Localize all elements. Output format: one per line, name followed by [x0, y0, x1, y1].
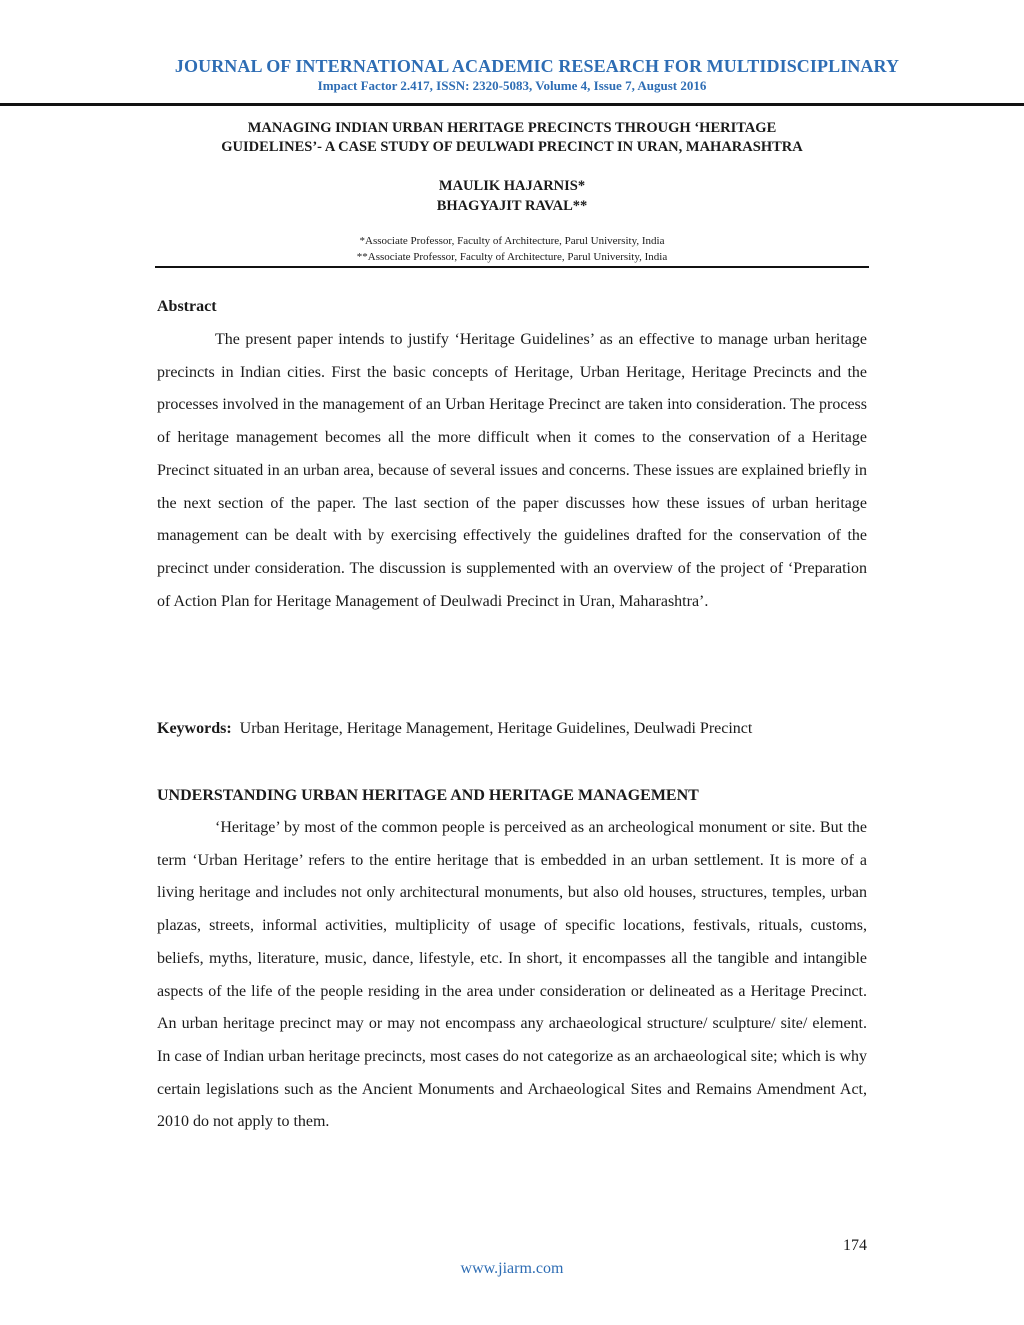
keywords-label: Keywords: — [157, 720, 232, 737]
abstract-heading: Abstract — [157, 298, 217, 315]
affiliations — [150, 233, 874, 265]
author-list — [150, 176, 874, 216]
keywords-value: Urban Heritage, Heritage Management, Heritage Guidelines, Deulwadi Precinct — [239, 720, 753, 737]
footer-url[interactable]: www.jiarm.com — [460, 1260, 564, 1277]
keywords — [157, 720, 752, 738]
section-text: ‘Heritage’ by most of the common people is perceived as an archeological monument or site. But the term ‘Urban Heritage’ refers to the entire heritage that is embedded in an urban settlement. It is more of a living heritage and includes not only architectural monuments, but also old houses, structures, temples, urban plazas, streets, informal activities, multiplicity of usage of specific locations, festivals, rituals, customs, beliefs, myths, literature, music, dance, lifestyle, etc. In short, it encompasses all the tangible and intangible aspects of the life of the people residing in the area under consideration or delineated as a Heritage Precinct. An urban heritage precinct may or may not encompass any archaeological structure/ sculpture/ site/ element. In case of Indian urban heritage precincts, most cases do not categorize as an archaeological site; which is why certain legislations such as the Ancient Monuments and Archaeological Sites and Remains Amendment Act, 2010 do not apply to them. — [157, 819, 867, 1131]
affiliation-2: **Associate Professor, Faculty of Architecture, Parul University, India — [356, 251, 668, 263]
section-heading: UNDERSTANDING URBAN HERITAGE AND HERITAGE MANAGEMENT — [157, 787, 699, 804]
journal-meta: Impact Factor 2.417, ISSN: 2320-5083, Volume 4, Issue 7, August 2016 — [317, 78, 707, 93]
header-rule — [0, 103, 1024, 106]
paper-title-line-1: MANAGING INDIAN URBAN HERITAGE PRECINCTS THROUGH ‘HERITAGE — [247, 120, 777, 136]
journal-title: JOURNAL OF INTERNATIONAL ACADEMIC RESEARCH FOR MULTIDISCIPLINARY — [174, 56, 900, 76]
paper-title-line-2: GUIDELINES’- A CASE STUDY OF DEULWADI PRECINCT IN URAN, MAHARASHTRA — [221, 139, 803, 155]
paper-title — [150, 119, 874, 157]
affiliation-1: *Associate Professor, Faculty of Architecture, Parul University, India — [359, 235, 665, 247]
page-number: 174 — [843, 1237, 867, 1254]
affiliation-rule — [155, 266, 869, 268]
author-2: BHAGYAJIT RAVAL** — [436, 198, 588, 214]
abstract-text: The present paper intends to justify ‘Heritage Guidelines’ as an effective to manage urban heritage precincts in Indian cities. First the basic concepts of Heritage, Urban Heritage, Heritage Precincts and the processes involved in the management of an Urban Heritage Precinct are taken into consideration. The process of heritage management becomes all the more difficult when it comes to the conservation of a Heritage Precinct situated in an urban area, because of several issues and concerns. These issues are explained briefly in the next section of the paper. The last section of the paper discusses how these issues of urban heritage management can be dealt with by exercising effectively the guidelines drafted for the conservation of the precinct under consideration. The discussion is supplemented with an overview of the project of ‘Preparation of Action Plan for Heritage Management of Deulwadi Precinct in Uran, Maharashtra’. — [157, 331, 867, 610]
author-1: MAULIK HAJARNIS* — [438, 178, 586, 194]
